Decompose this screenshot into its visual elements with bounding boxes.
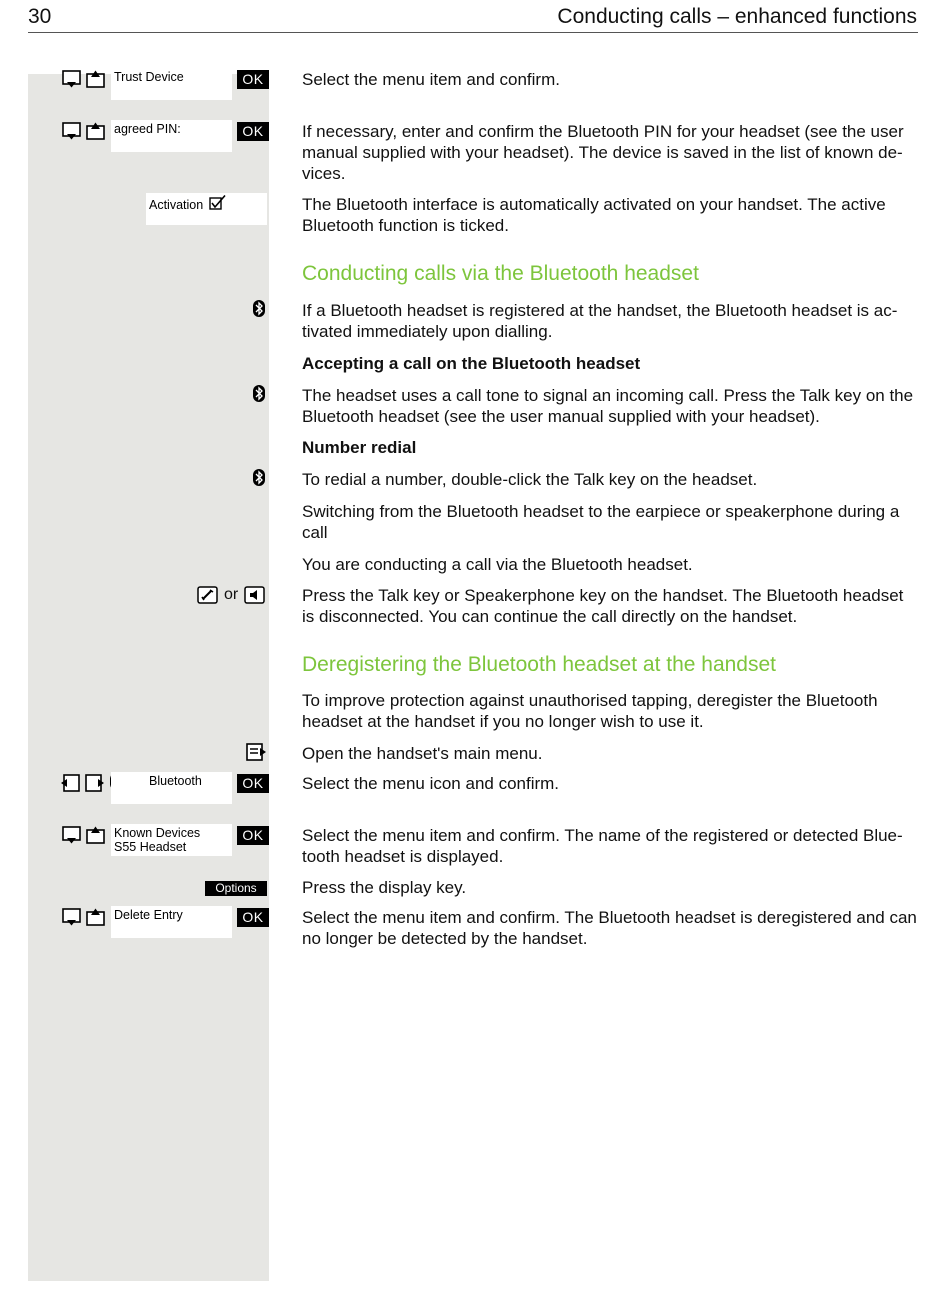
options-display-key[interactable]: Options [205,881,267,896]
calls-paragraph-6: Press the Talk key or Speakerphone key on the handset. The Bluetooth headset is disconnected. You can continue the call directly on the handset. [302,586,904,626]
bluetooth-icon [253,385,265,402]
nav-left-icon[interactable] [60,774,80,792]
nav-up-icon[interactable] [86,122,105,140]
ok-button[interactable]: OK [237,908,269,927]
nav-up-icon[interactable] [86,70,105,88]
key-sidebar [28,74,269,1281]
talk-key-icon[interactable] [197,586,218,604]
trust-device-text: Select the menu item and confirm. [302,70,560,89]
section-heading-calls: Conducting calls via the Bluetooth headset [302,262,699,285]
bluetooth-icon [253,469,265,486]
dereg-paragraph-5: Press the display key. [302,878,467,897]
nav-down-icon[interactable] [62,826,81,844]
nav-up-icon[interactable] [86,826,105,844]
ok-button[interactable]: OK [237,826,269,845]
bluetooth-display: Bluetooth [111,772,232,804]
activation-display [146,193,267,225]
dereg-paragraph-3: Select the menu icon and confirm. [302,774,560,793]
trust-device-display: Trust Device [111,68,232,100]
calls-paragraph-5: You are conducting a call via the Bluetooth headset. [302,555,693,574]
agreed-pin-text: If necessary, enter and confirm the Bluetooth PIN for your headset (see the user manual supplied with your headset). The device is saved in the list of known de-vices. [302,122,904,183]
calls-paragraph-1: If a Bluetooth headset is registered at the handset, the Bluetooth headset is ac-tivated immediately upon dialling. [302,301,898,341]
dereg-paragraph-4: Select the menu item and confirm. The name of the registered or detected Blue-tooth headset is displayed. [302,826,903,866]
subheading-number-redial: Number redial [302,438,417,457]
page-title: Conducting calls – enhanced functions [557,5,917,28]
header-rule [28,32,918,33]
nav-down-icon[interactable] [62,908,81,926]
checkbox-checked-icon [209,195,226,210]
nav-down-icon[interactable] [62,122,81,140]
delete-entry-display: Delete Entry [111,906,232,938]
page-number: 30 [28,5,52,28]
nav-up-icon[interactable] [86,908,105,926]
menu-key-icon[interactable] [246,743,267,761]
ok-button[interactable]: OK [237,70,269,89]
calls-paragraph-3: To redial a number, double-click the Talk key on the headset. [302,470,758,489]
known-devices-label: Known Devices [114,826,201,840]
ok-button[interactable]: OK [237,122,269,141]
calls-paragraph-2: The headset uses a call tone to signal an incoming call. Press the Talk key on the Bluetooth headset (see the user manual supplied with your headset). [302,386,914,426]
headset-name: S55 Headset [114,840,187,854]
bluetooth-icon [253,300,265,317]
ok-button[interactable]: OK [237,774,269,793]
activation-label: Activation [149,198,204,212]
nav-down-icon[interactable] [62,70,81,88]
or-label: or [224,586,239,603]
section-heading-deregistering: Deregistering the Bluetooth headset at the handset [302,653,776,676]
dereg-paragraph-1: To improve protection against unauthorised tapping, deregister the Bluetooth headset at the handset if you no longer wish to use it. [302,691,878,731]
subheading-accepting-call: Accepting a call on the Bluetooth headset [302,354,641,373]
activation-text: The Bluetooth interface is automatically activated on your handset. The active Bluetooth function is ticked. [302,195,886,235]
calls-paragraph-4: Switching from the Bluetooth headset to the earpiece or speakerphone during a call [302,502,900,542]
known-devices-display [111,824,232,856]
dereg-paragraph-2: Open the handset's main menu. [302,744,543,763]
speakerphone-key-icon[interactable] [244,586,265,604]
nav-right-icon[interactable] [85,774,105,792]
agreed-pin-display: agreed PIN: [111,120,232,152]
dereg-paragraph-6: Select the menu item and confirm. The Bluetooth headset is deregistered and can no longer be detected by the handset. [302,908,917,948]
